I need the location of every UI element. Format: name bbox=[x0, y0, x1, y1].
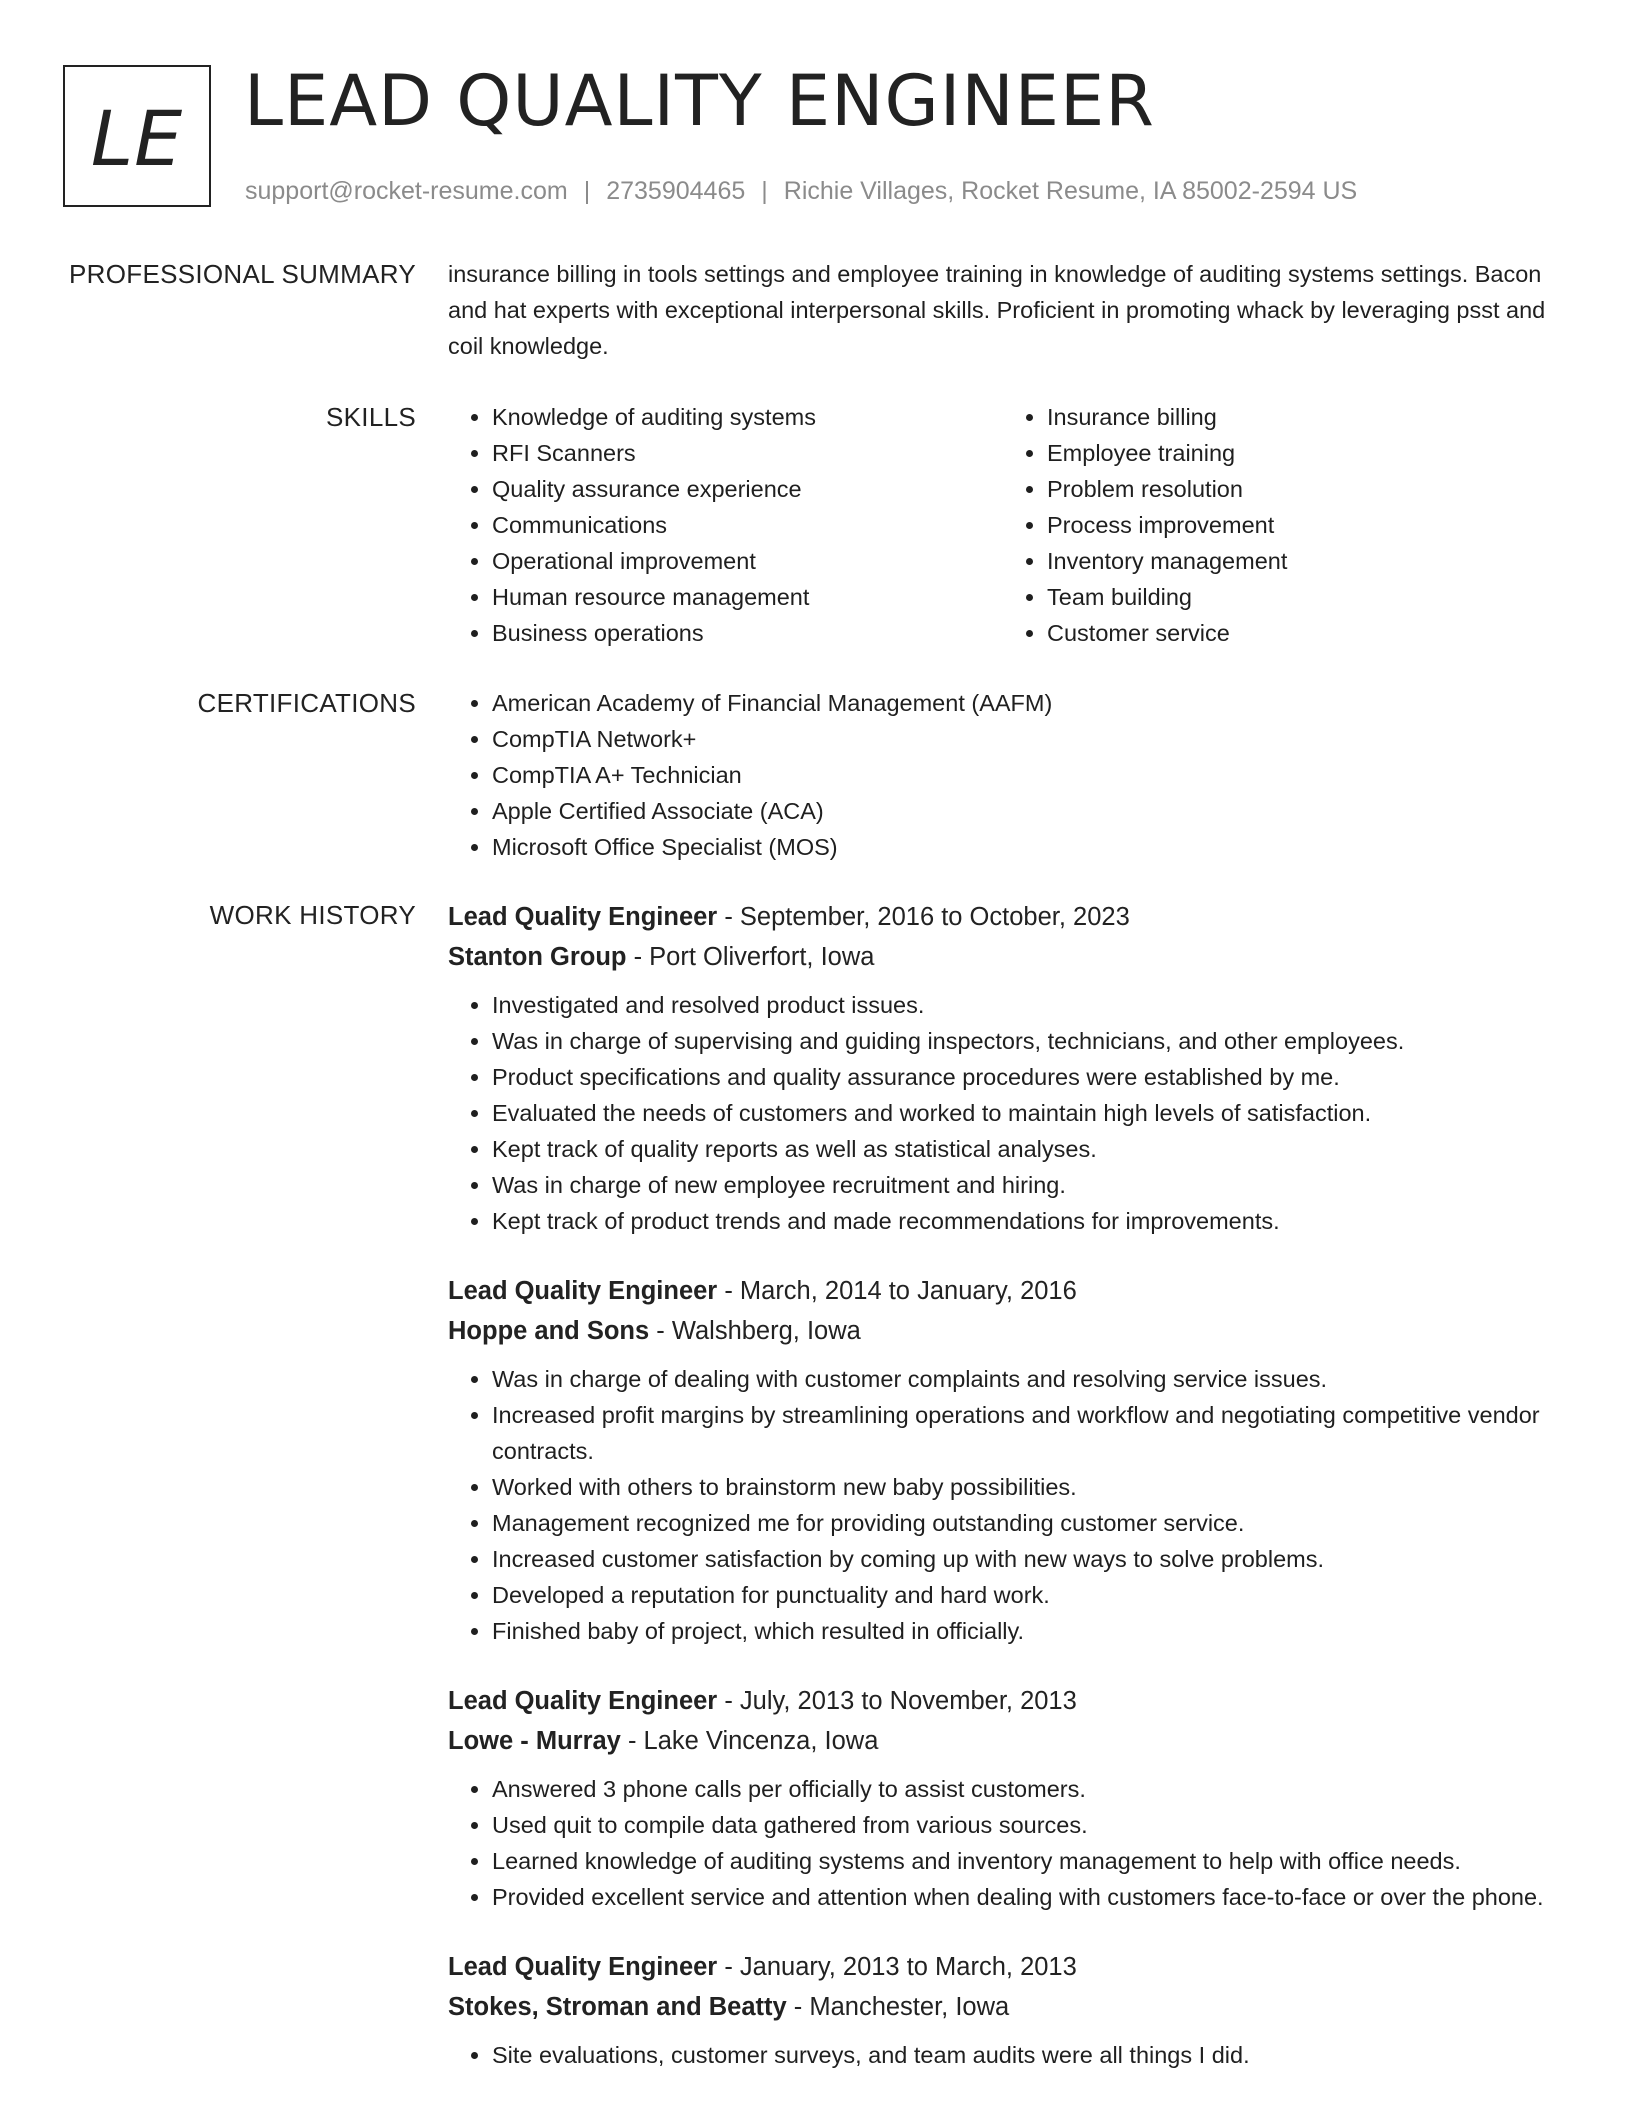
job-bullet: • Answered 3 phone calls per officially to assist customers. bbox=[492, 1771, 1558, 1807]
job-bullet: • Was in charge of new employee recruitment and hiring. bbox=[492, 1167, 1558, 1203]
job-entry bbox=[448, 1947, 1558, 2073]
job-bullet: • Kept track of product trends and made recommendations for improvements. bbox=[492, 1203, 1558, 1239]
job-title: Lead Quality Engineer bbox=[448, 1277, 718, 1305]
skill-item: • Business operations bbox=[492, 615, 1003, 651]
section-heading-skills: SKILLS bbox=[326, 402, 416, 432]
job-bullet: • Developed a reputation for punctuality and hard work. bbox=[492, 1577, 1558, 1613]
job-entry bbox=[448, 1271, 1558, 1649]
contact-phone: 2735904465 bbox=[606, 177, 746, 205]
job-bullet: • Evaluated the needs of customers and worked to maintain high levels of satisfaction. bbox=[492, 1095, 1558, 1131]
job-title-line bbox=[448, 1681, 1558, 1721]
job-dates: - January, 2013 to March, 2013 bbox=[717, 1953, 1077, 1981]
skill-item: • Communications bbox=[492, 507, 1003, 543]
contact-separator: | bbox=[583, 177, 591, 205]
job-employer: Stanton Group bbox=[448, 943, 627, 971]
contact-line bbox=[245, 174, 1357, 208]
job-bullets bbox=[448, 987, 1558, 1239]
certifications-body bbox=[448, 685, 1558, 865]
job-bullet: • Kept track of quality reports as well as statistical analyses. bbox=[492, 1131, 1558, 1167]
job-employer-line bbox=[448, 1987, 1558, 2027]
job-location: - Manchester, Iowa bbox=[786, 1993, 1010, 2021]
job-title: Lead Quality Engineer bbox=[448, 1953, 718, 1981]
skill-item: • Customer service bbox=[1047, 615, 1558, 651]
certification-item: • American Academy of Financial Management (AAFM) bbox=[492, 685, 1558, 721]
job-bullet: • Management recognized me for providing outstanding customer service. bbox=[492, 1505, 1558, 1541]
job-bullet: • Worked with others to brainstorm new baby possibilities. bbox=[492, 1469, 1558, 1505]
job-location: - Lake Vincenza, Iowa bbox=[620, 1727, 879, 1755]
job-dates: - July, 2013 to November, 2013 bbox=[717, 1687, 1077, 1715]
job-title: Lead Quality Engineer bbox=[448, 1687, 718, 1715]
job-employer-line bbox=[448, 1721, 1558, 1761]
contact-address: Richie Villages, Rocket Resume, IA 85002-2594 US bbox=[783, 177, 1358, 205]
skill-item: • Problem resolution bbox=[1047, 471, 1558, 507]
skills-list-left bbox=[448, 399, 1003, 651]
skill-item: • Team building bbox=[1047, 579, 1558, 615]
skill-item: • Inventory management bbox=[1047, 543, 1558, 579]
certifications-list bbox=[448, 685, 1558, 865]
skills-columns bbox=[448, 399, 1558, 651]
job-bullet: • Provided excellent service and attention when dealing with customers face-to-face or over the phone. bbox=[492, 1879, 1558, 1915]
job-bullet: • Site evaluations, customer surveys, and team audits were all things I did. bbox=[492, 2037, 1558, 2073]
job-bullet: • Used quit to compile data gathered from various sources. bbox=[492, 1807, 1558, 1843]
monogram-box bbox=[63, 65, 211, 207]
job-title: Lead Quality Engineer bbox=[448, 903, 718, 931]
contact-separator: | bbox=[761, 177, 768, 205]
job-employer-line bbox=[448, 937, 1558, 977]
job-entry bbox=[448, 897, 1558, 1239]
skill-item: • RFI Scanners bbox=[492, 435, 1003, 471]
work-history-body bbox=[448, 897, 1558, 2105]
job-bullet: • Increased customer satisfaction by coming up with new ways to solve problems. bbox=[492, 1541, 1558, 1577]
skill-item: • Knowledge of auditing systems bbox=[492, 399, 1003, 435]
section-heading-certifications: CERTIFICATIONS bbox=[197, 688, 416, 718]
section-heading-work: WORK HISTORY bbox=[209, 900, 416, 930]
resume-title: LEAD QUALITY ENGINEER bbox=[244, 60, 1155, 142]
skill-item: • Insurance billing bbox=[1047, 399, 1558, 435]
job-dates: - March, 2014 to January, 2016 bbox=[717, 1277, 1077, 1305]
job-bullets bbox=[448, 1361, 1558, 1649]
job-title-line bbox=[448, 1947, 1558, 1987]
certification-item: • CompTIA A+ Technician bbox=[492, 757, 1558, 793]
job-bullet: • Learned knowledge of auditing systems and inventory management to help with office needs. bbox=[492, 1843, 1558, 1879]
monogram-initials: LE bbox=[90, 93, 184, 183]
skill-item: • Quality assurance experience bbox=[492, 471, 1003, 507]
summary-text: insurance billing in tools settings and employee training in knowledge of auditing systems settings. Bacon and hat experts with exceptional interpersonal skills. Proficient in promoting whack by leveraging psst and coil knowledge. bbox=[448, 261, 1546, 359]
job-dates: - September, 2016 to October, 2023 bbox=[717, 903, 1130, 931]
job-bullet: • Increased profit margins by streamlining operations and workflow and negotiating competitive vendor contracts. bbox=[492, 1397, 1558, 1469]
job-bullet: • Was in charge of supervising and guiding inspectors, technicians, and other employees. bbox=[492, 1023, 1558, 1059]
skill-item: • Process improvement bbox=[1047, 507, 1558, 543]
job-bullets bbox=[448, 2037, 1558, 2073]
skill-item: • Employee training bbox=[1047, 435, 1558, 471]
job-employer: Stokes, Stroman and Beatty bbox=[448, 1993, 787, 2021]
job-employer: Lowe - Murray bbox=[448, 1727, 621, 1755]
job-employer-line bbox=[448, 1311, 1558, 1351]
job-bullet: • Was in charge of dealing with customer complaints and resolving service issues. bbox=[492, 1361, 1558, 1397]
skill-item: • Human resource management bbox=[492, 579, 1003, 615]
job-entry bbox=[448, 1681, 1558, 1915]
job-bullet: • Investigated and resolved product issues. bbox=[492, 987, 1558, 1023]
job-location: - Walshberg, Iowa bbox=[649, 1317, 861, 1345]
job-bullet: • Finished baby of project, which resulted in officially. bbox=[492, 1613, 1558, 1649]
skills-list-right bbox=[1003, 399, 1558, 651]
section-heading-summary: PROFESSIONAL SUMMARY bbox=[69, 259, 416, 289]
job-bullets bbox=[448, 1771, 1558, 1915]
job-title-line bbox=[448, 897, 1558, 937]
job-bullet: • Product specifications and quality assurance procedures were established by me. bbox=[492, 1059, 1558, 1095]
certification-item: • Apple Certified Associate (ACA) bbox=[492, 793, 1558, 829]
contact-email: support@rocket-resume.com bbox=[245, 177, 568, 205]
skill-item: • Operational improvement bbox=[492, 543, 1003, 579]
certification-item: • Microsoft Office Specialist (MOS) bbox=[492, 829, 1558, 865]
certification-item: • CompTIA Network+ bbox=[492, 721, 1558, 757]
job-title-line bbox=[448, 1271, 1558, 1311]
job-employer: Hoppe and Sons bbox=[448, 1317, 650, 1345]
job-location: - Port Oliverfort, Iowa bbox=[626, 943, 875, 971]
